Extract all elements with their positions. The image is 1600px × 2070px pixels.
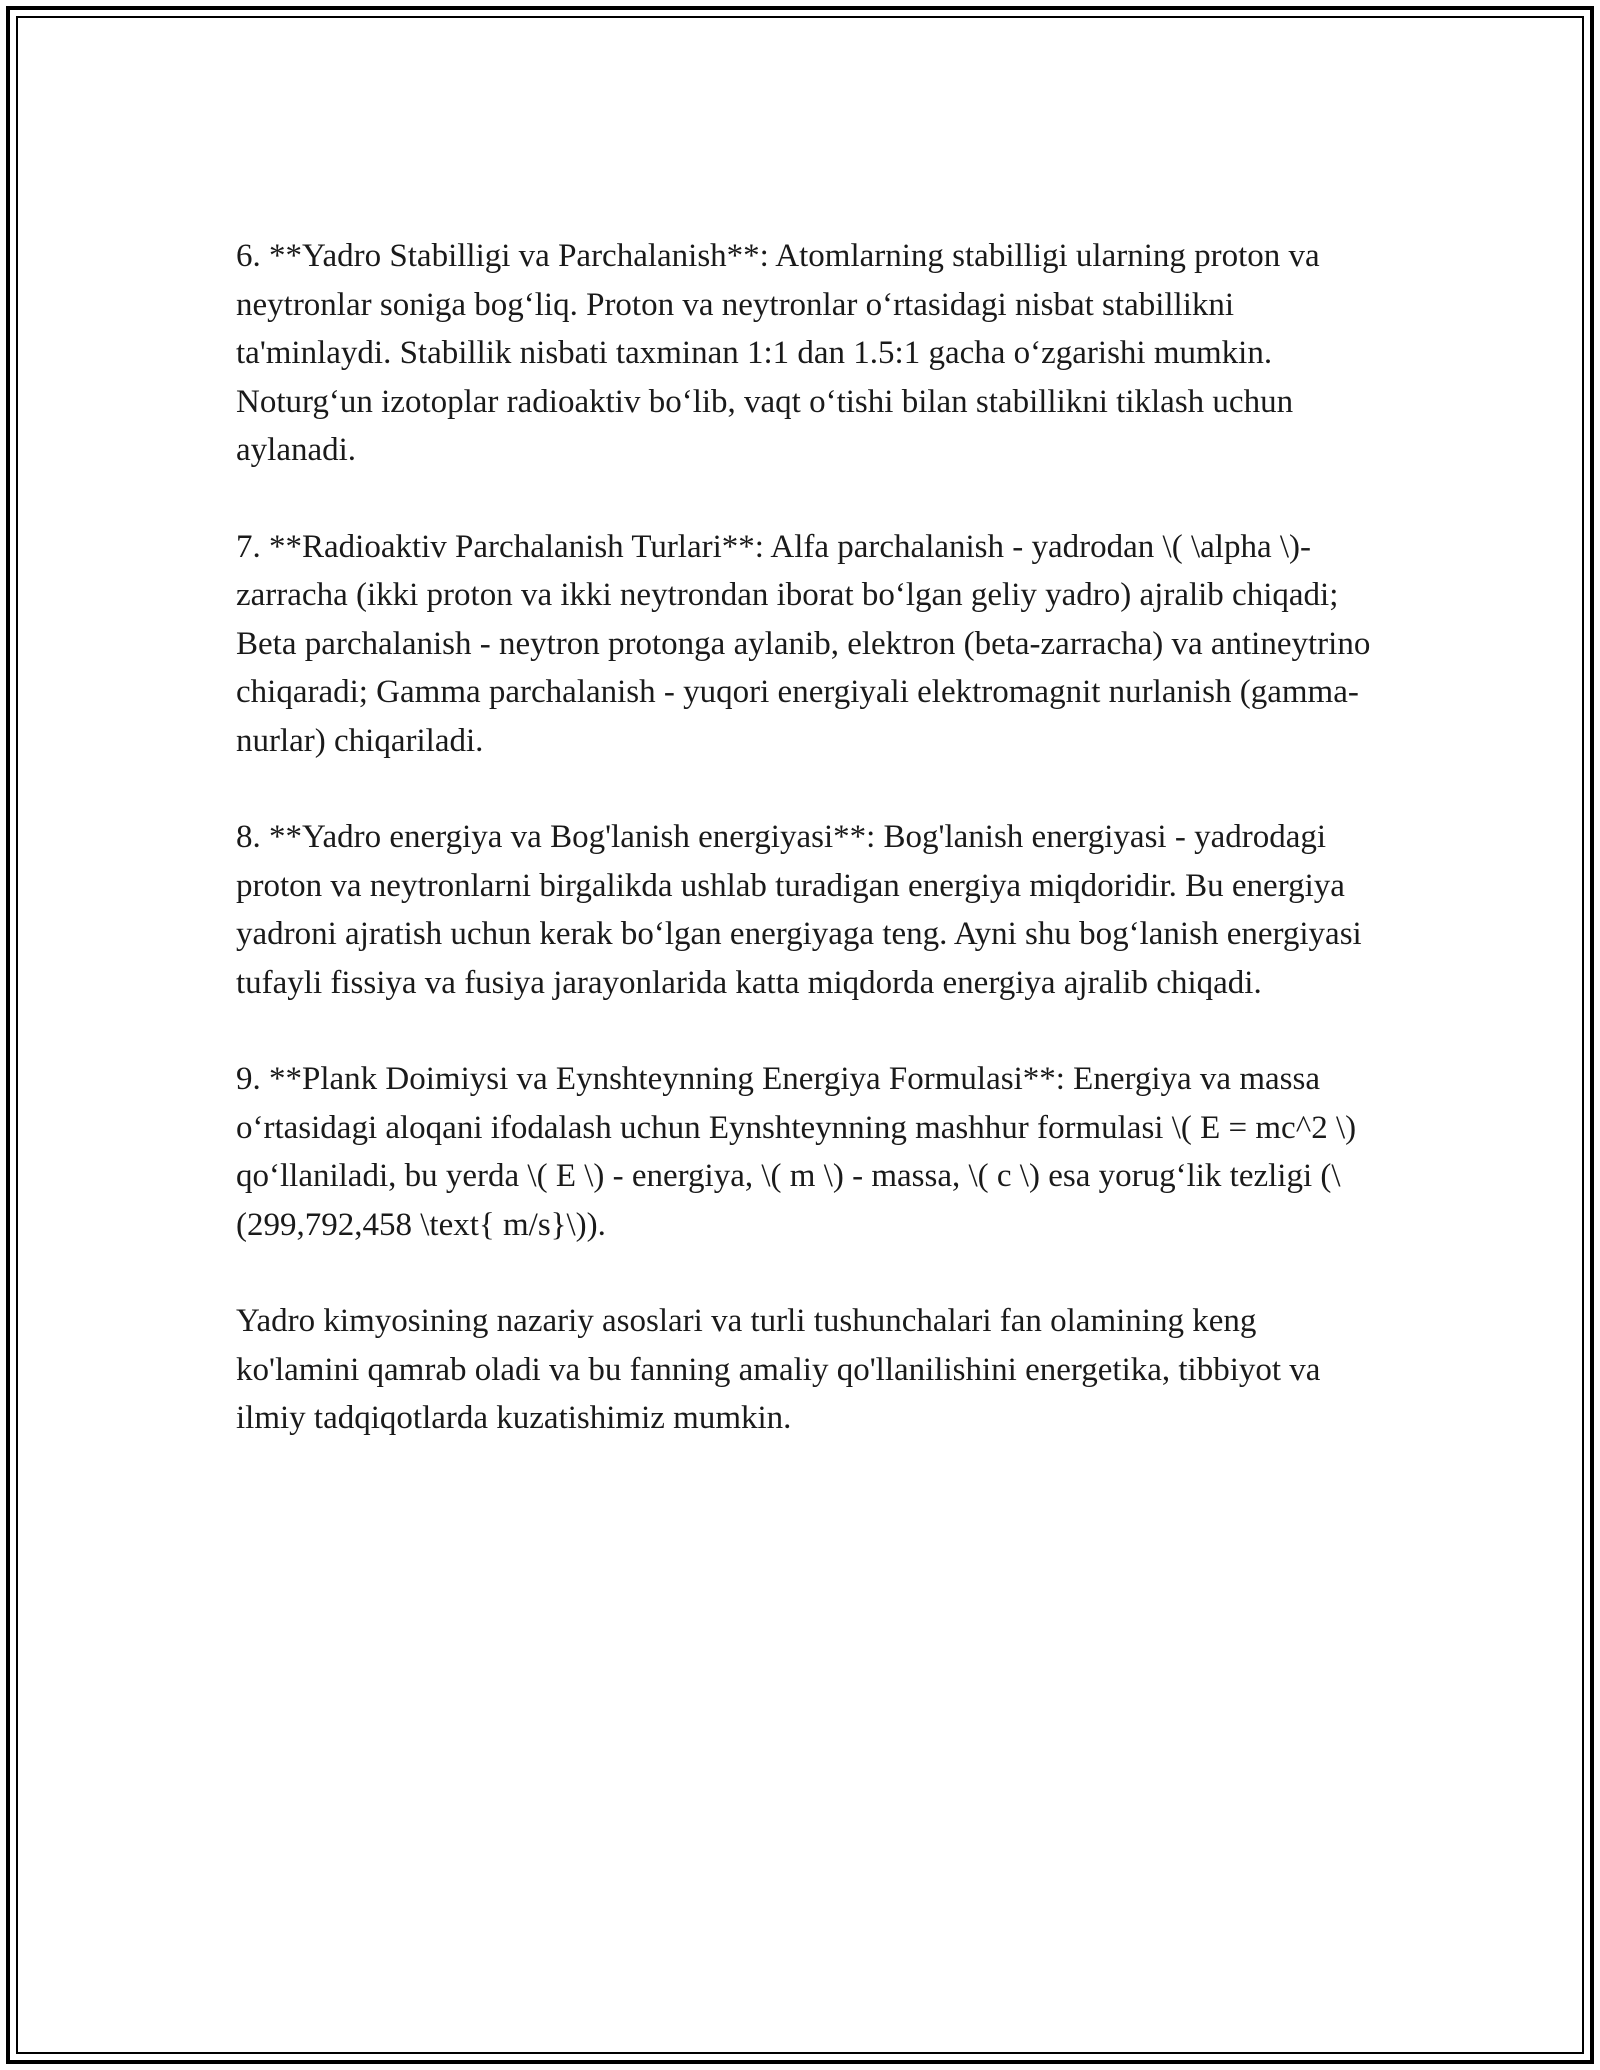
paragraph-eynshteyn-formulasi: 9. **Plank Doimiysi va Eynshteynning Energiya Formulasi**: Energiya va massa o‘rtasidagi aloqani ifodalash uchun Eynshteynning mashhur formulasi \( E = mc^2 \) qo‘llaniladi, bu yerda \( E \) - energiya, \( m \) - massa, \( c \) esa yorug‘lik tezligi (\(299,792,458 \text{ m/s}\)). (236, 1061, 1357, 1243)
paragraph-radioaktiv-parchalanish: 7. **Radioaktiv Parchalanish Turlari**: Alfa parchalanish - yadrodan \( \alpha \)-zarracha (ikki proton va ikki neytrondan iborat bo‘lgan geliy yadro) ajralib chiqadi; Beta parchalanish - neytron protonga aylanib, elektron (beta-zarracha) va antineytrino chiqaradi; Gamma parchalanish - yuqori energiyali elektromagnit nurlanish (gamma-nurlar) chiqariladi. (236, 528, 1371, 759)
paragraph-yadro-stabilligi: 6. **Yadro Stabilligi va Parchalanish**: Atomlarning stabilligi ularning proton va neytronlar soniga bog‘liq. Proton va neytronlar o‘rtasidagi nisbat stabillikni ta'minlaydi. Stabillik nisbati taxminan 1:1 dan 1.5:1 gacha o‘zgarishi mumkin. Noturg‘un izotoplar radioaktiv bo‘lib, vaqt o‘tishi bilan stabillikni tiklash uchun aylanadi. (236, 238, 1320, 468)
paragraph-xulosa: Yadro kimyosining nazariy asoslari va turli tushunchalari fan olamining keng ko'lamini qamrab oladi va bu fanning amaliy qo'llanilishini energetika, tibbiyot va ilmiy tadqiqotlarda kuzatishimiz mumkin. (236, 1303, 1321, 1436)
paragraph-boglanish-energiyasi: 8. **Yadro energiya va Bog'lanish energiyasi**: Bog'lanish energiyasi - yadrodagi proton va neytronlarni birgalikda ushlab turadigan energiya miqdoridir. Bu energiya yadroni ajratish uchun kerak bo‘lgan energiyaga teng. Ayni shu bog‘lanish energiyasi tufayli fissiya va fusiya jarayonlarida katta miqdorda energiya ajralib chiqadi. (236, 819, 1362, 1001)
document-body (236, 232, 1376, 1491)
